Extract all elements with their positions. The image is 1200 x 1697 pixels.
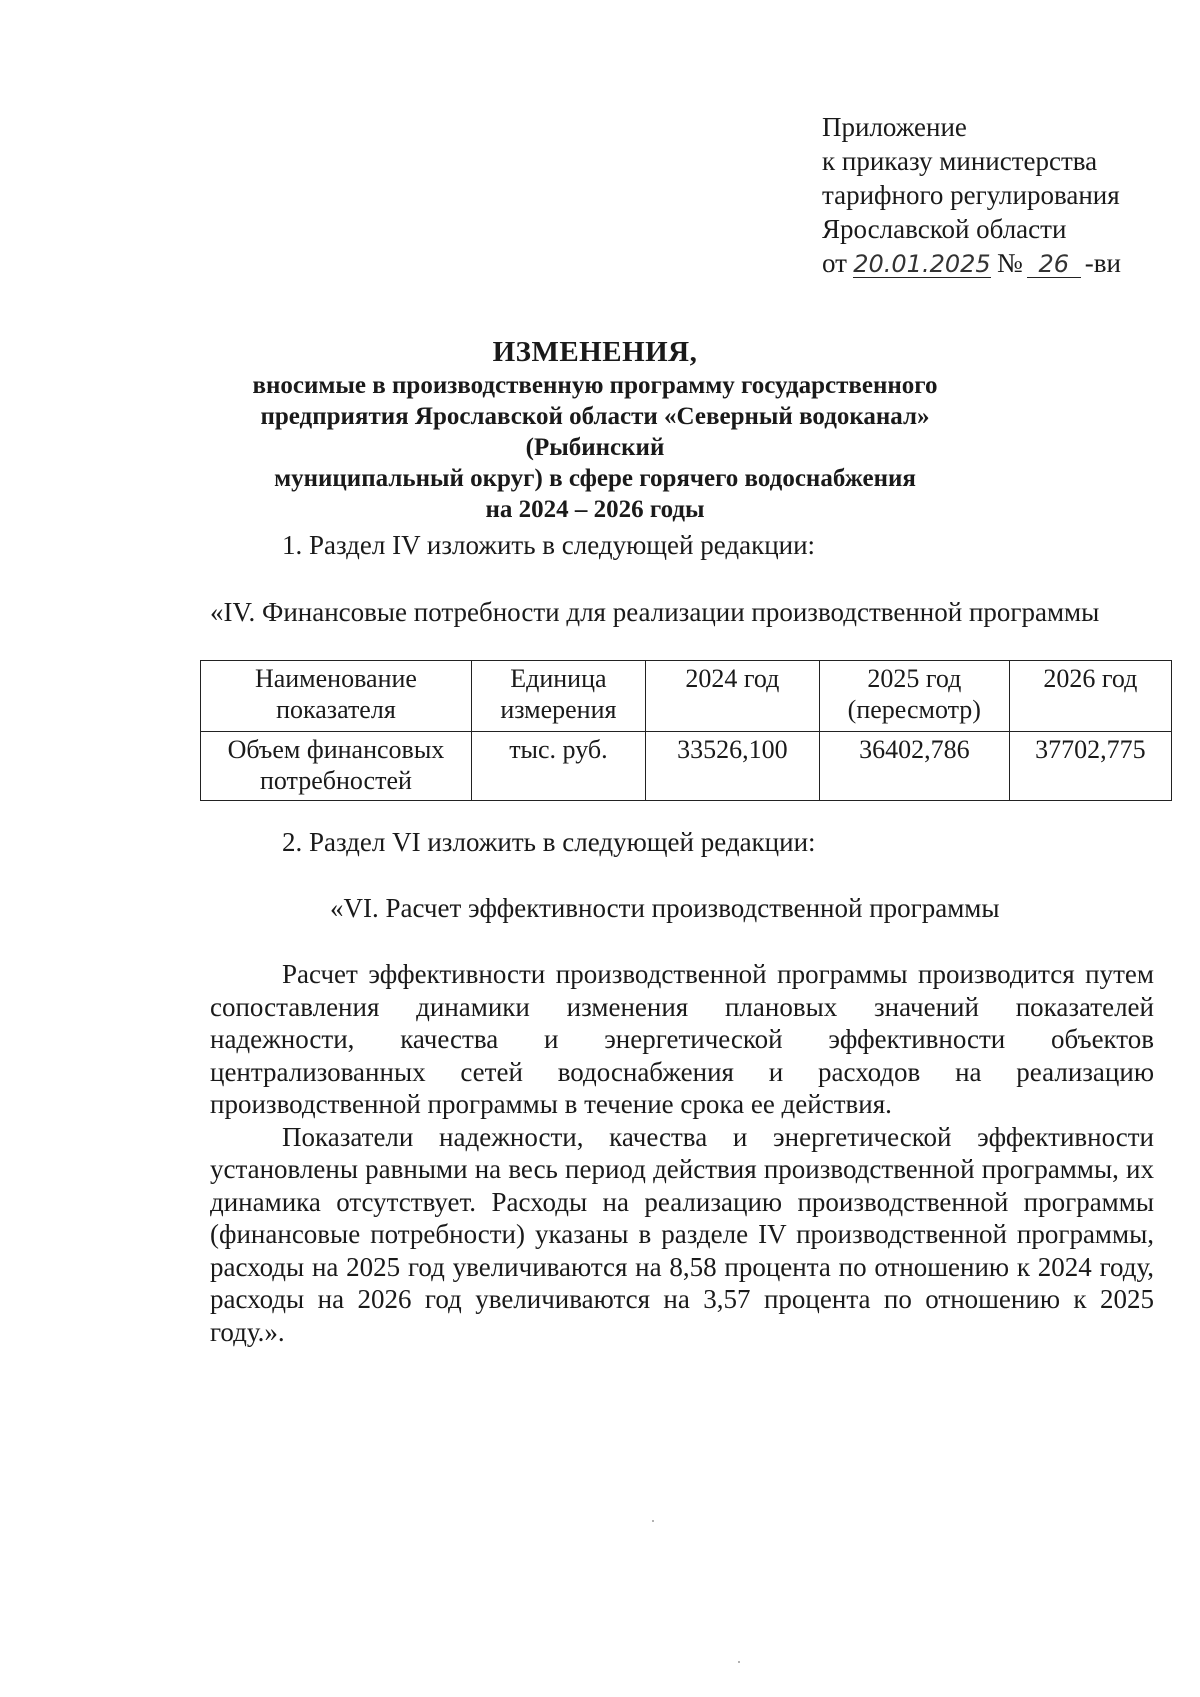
appendix-line: Ярославской области bbox=[822, 214, 1067, 244]
cell-unit: тыс. руб. bbox=[471, 732, 645, 801]
financial-needs-table bbox=[200, 660, 1172, 801]
header-text: 2025 год bbox=[867, 664, 962, 693]
number-suffix: -ви bbox=[1084, 248, 1121, 278]
cell-text: потребностей bbox=[259, 766, 412, 795]
header-text: показателя bbox=[276, 695, 396, 724]
appendix-line: Приложение bbox=[822, 112, 967, 142]
cell-value-2025: 36402,786 bbox=[819, 732, 1009, 801]
body-paragraph: Показатели надежности, качества и энергетической эффективности установлены равными на весь период действия производственной программы, их динамика отсутствует. Расходы на реализацию производственной программы (финансовые потребности) указаны в разделе IV производственной программы, расходы на 2025 год увеличиваются на 8,58 процента по отношению к 2024 году, расходы на 2026 год увеличиваются на 3,57 процента по отношению к 2025 году.». bbox=[210, 1121, 1154, 1347]
body-paragraph: Расчет эффективности производственной программы производится путем сопоставления динамики изменения плановых значений показателей надежности, качества и энергетической эффективности объектов централизованных сетей водоснабжения и расходов на реализацию производственной программы в течение срока ее действия. bbox=[210, 959, 1154, 1119]
item-1: 1. Раздел IV изложить в следующей редакции: bbox=[282, 530, 816, 560]
section-6-heading: «VI. Расчет эффективности производственной программы bbox=[330, 893, 1000, 923]
header-text: Единица bbox=[510, 664, 607, 693]
number-sign: № bbox=[996, 248, 1023, 278]
item-2: 2. Раздел VI изложить в следующей редакции: bbox=[282, 827, 816, 857]
appendix-date-line bbox=[822, 246, 1121, 280]
table-header-row bbox=[201, 661, 1172, 732]
appendix-block bbox=[822, 110, 1121, 280]
scan-speck bbox=[652, 1520, 654, 1522]
header-text: 2026 год bbox=[1043, 664, 1138, 693]
table-row bbox=[201, 732, 1172, 801]
title-sub-line: вносимые в производственную программу государственного bbox=[252, 372, 938, 399]
title-main: ИЗМЕНЕНИЯ, bbox=[492, 336, 698, 368]
header-text: (пересмотр) bbox=[847, 695, 981, 724]
header-cell-unit bbox=[471, 661, 645, 732]
header-text: Наименование bbox=[254, 664, 417, 693]
cell-value-2026: 37702,775 bbox=[1009, 732, 1171, 801]
appendix-prefix: от bbox=[822, 248, 847, 278]
header-cell-2024 bbox=[645, 661, 819, 732]
handwritten-date: 20.01.2025 bbox=[853, 250, 991, 278]
header-text: измерения bbox=[500, 695, 617, 724]
title-sub-line: на 2024 – 2026 годы bbox=[485, 496, 705, 523]
title-sub-line: муниципальный округ) в сфере горячего водоснабжения bbox=[274, 465, 916, 492]
section-6-body bbox=[210, 958, 1154, 1348]
cell-indicator-name bbox=[201, 732, 472, 801]
header-cell-2025 bbox=[819, 661, 1009, 732]
document-title bbox=[200, 334, 990, 525]
cell-value-2024: 33526,100 bbox=[645, 732, 819, 801]
handwritten-number: 26 bbox=[1027, 251, 1081, 278]
header-cell-name bbox=[201, 661, 472, 732]
appendix-line: к приказу министерства bbox=[822, 146, 1098, 176]
header-cell-2026 bbox=[1009, 661, 1171, 732]
cell-text: Объем финансовых bbox=[227, 735, 445, 764]
title-sub-line: предприятия Ярославской области «Северный водоканал» (Рыбинский bbox=[260, 403, 930, 461]
header-text: 2024 год bbox=[685, 664, 780, 693]
appendix-line: тарифного регулирования bbox=[822, 180, 1120, 210]
section-4-heading: «IV. Финансовые потребности для реализации производственной программы bbox=[210, 597, 1100, 627]
scan-speck bbox=[738, 1661, 740, 1663]
